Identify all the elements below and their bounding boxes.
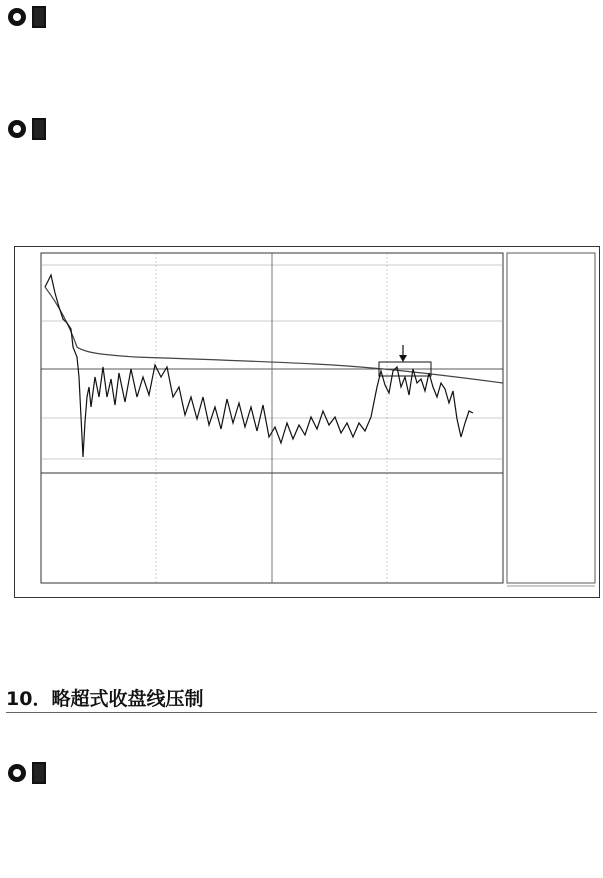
section-heading: 10．略超式收盘线压制	[6, 688, 204, 710]
section-header-analysis	[8, 118, 46, 140]
section-title	[32, 6, 46, 28]
bullet-circle-icon	[8, 764, 26, 782]
quote-panel	[507, 253, 595, 586]
section-title	[32, 118, 46, 140]
bullet-circle-icon	[8, 120, 26, 138]
section-header-operation	[8, 6, 46, 28]
bullet-circle-icon	[8, 8, 26, 26]
section-header-features	[8, 762, 46, 784]
price-line	[45, 275, 473, 457]
heading-divider	[6, 712, 597, 713]
intraday-chart	[15, 247, 599, 597]
intraday-chart-figure	[14, 246, 600, 598]
arrow-down-icon	[399, 355, 407, 362]
section-title	[32, 762, 46, 784]
